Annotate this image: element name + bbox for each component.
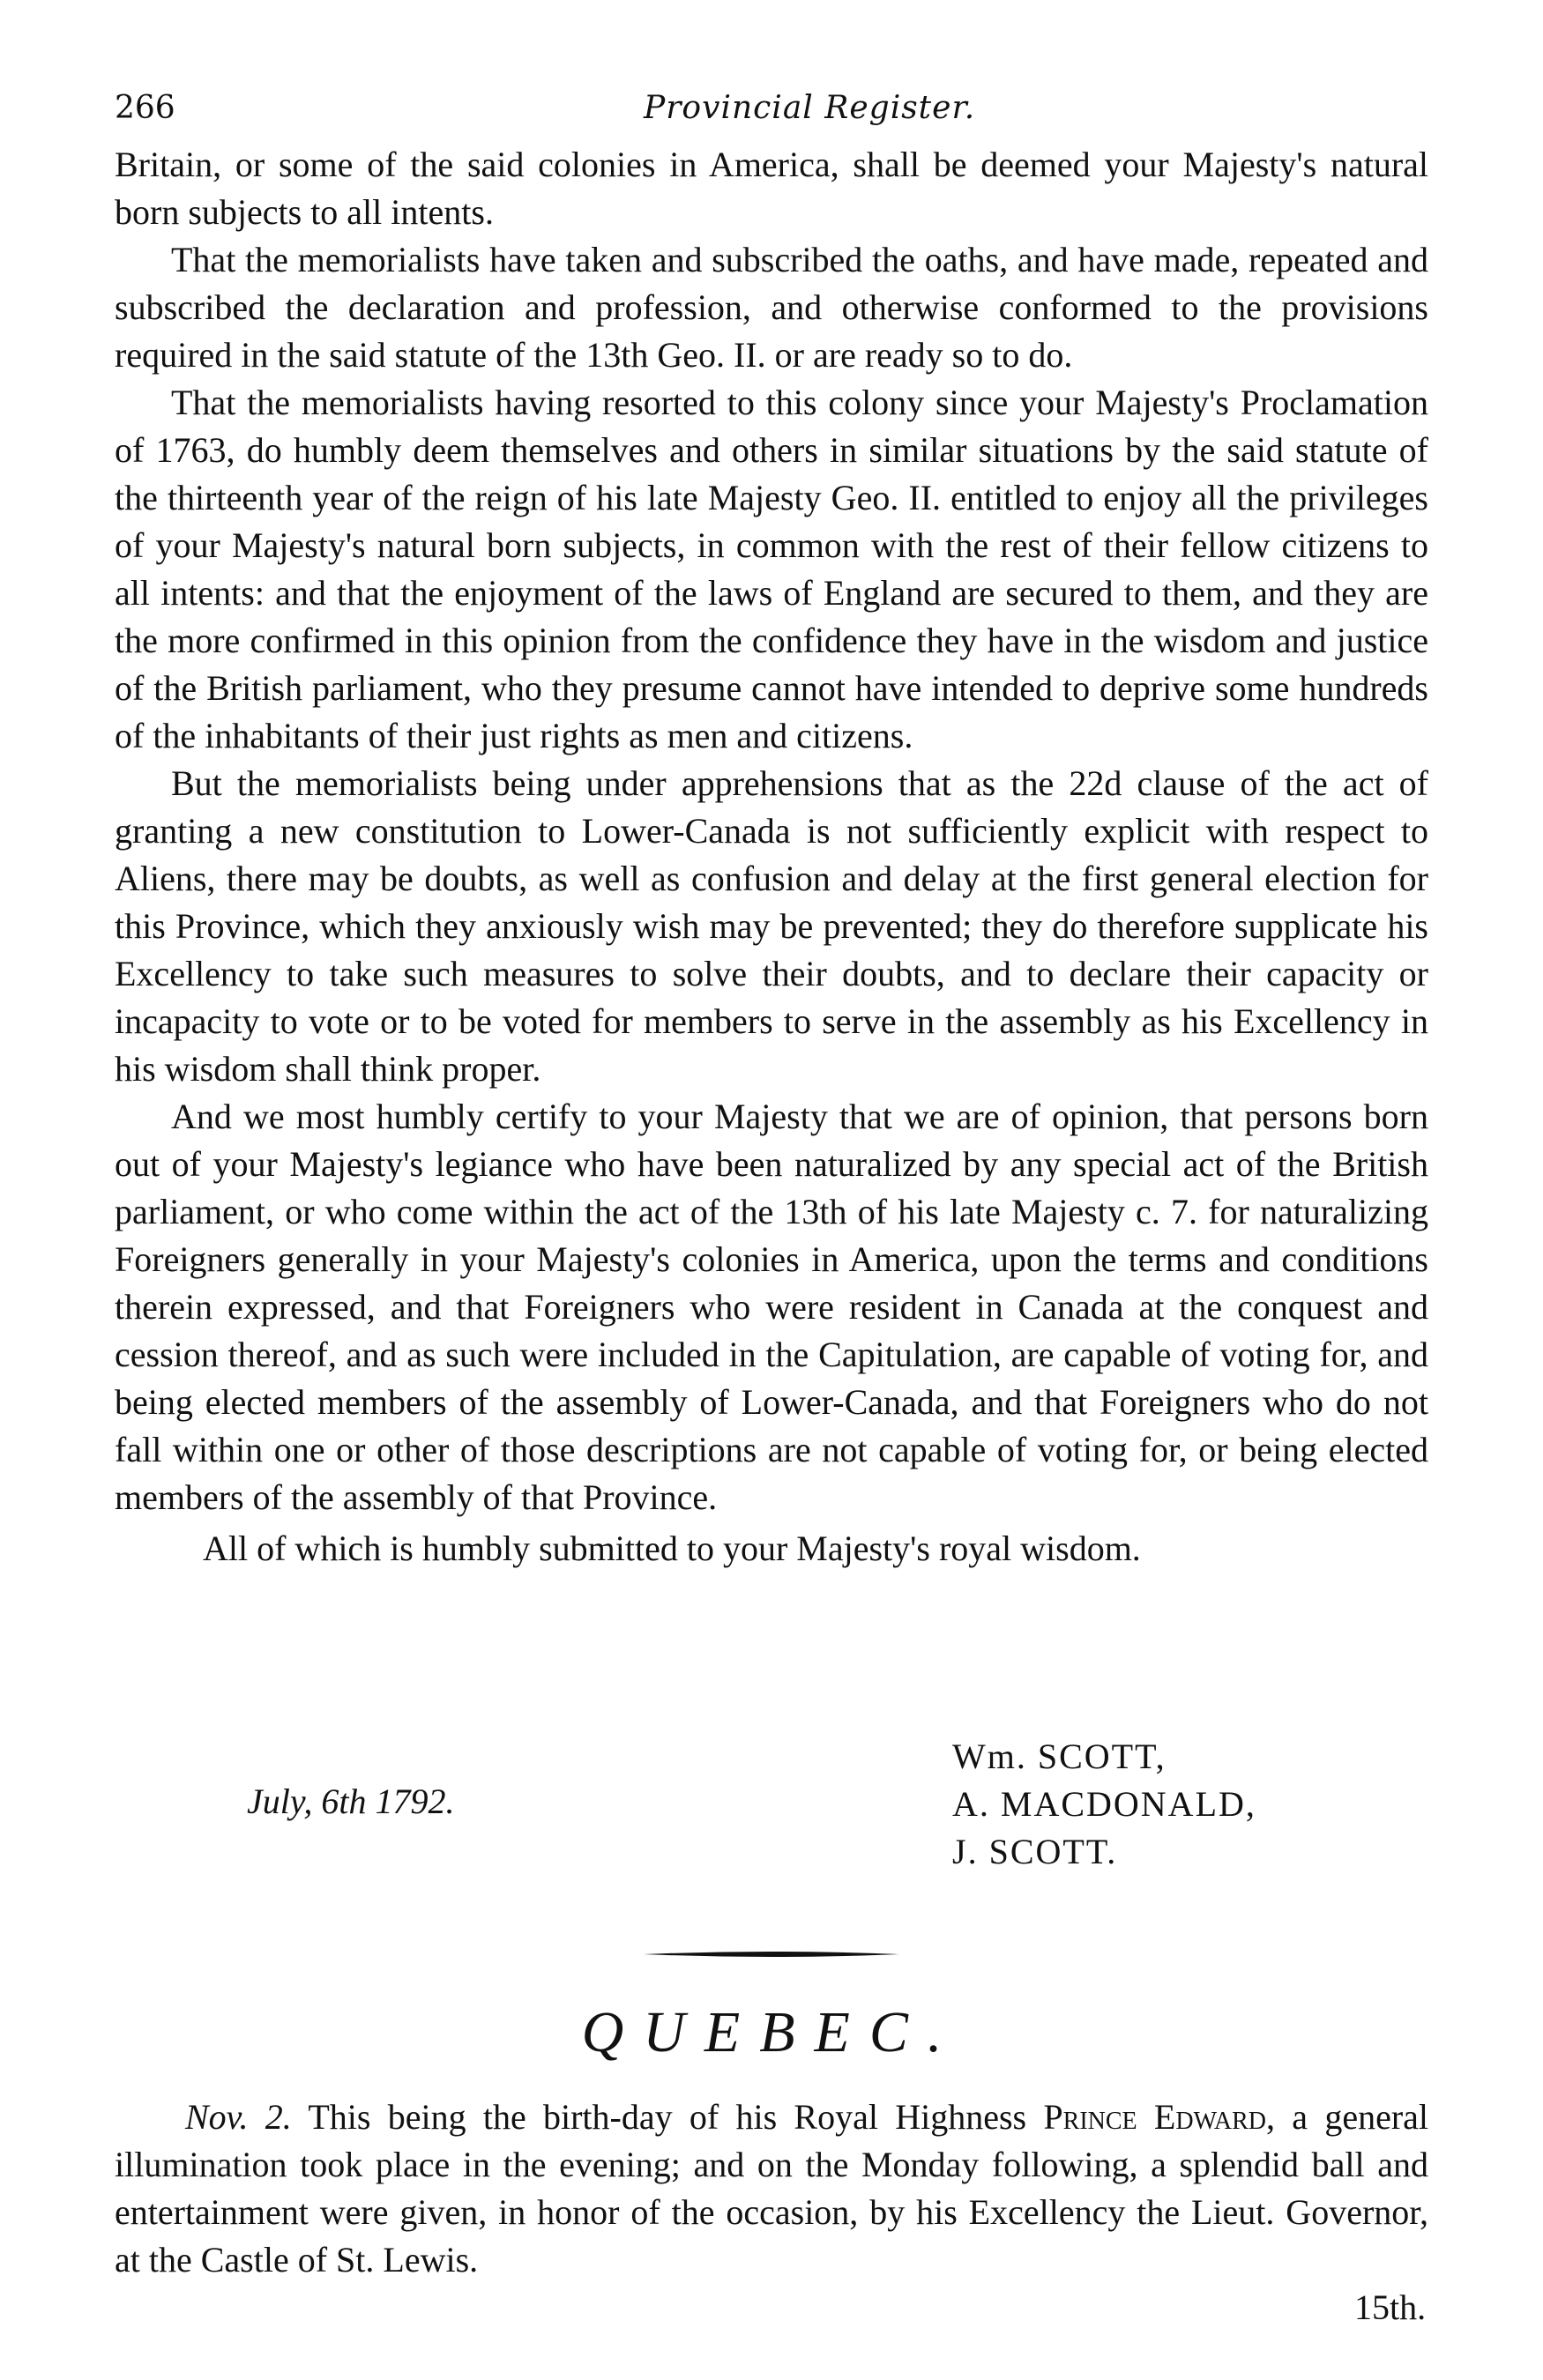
memorial-body xyxy=(115,141,1428,1573)
news-entry xyxy=(115,2094,1428,2284)
page-header xyxy=(115,90,1437,143)
paragraph: That the memorialists have taken and subscribed the oaths, and have made, repeated and subscribed the declaration and profession, and otherwise conformed to the provisions required in the said statute of the 13th Geo. II. or are ready so to do. xyxy=(115,240,1428,375)
section-heading: QUEBEC. xyxy=(581,2000,962,2064)
catchword: 15th. xyxy=(1354,2287,1427,2327)
signatory-name: J. SCOTT. xyxy=(952,1832,1118,1871)
entry-text: , a general illumination took place in the evening; and on the Monday following, a splendid ball and entertainment were given, in honor of the occasion, by his Excellency the Lieut. Governor, at the Castle of St. Lewis. xyxy=(115,2097,1429,2280)
page-number: 266 xyxy=(115,90,175,126)
paragraph: Britain, or some of the said colonies in America, shall be deemed your Majesty's natural born subjects to all intents. xyxy=(115,145,1428,232)
signature-block xyxy=(115,1733,1428,1909)
entry-date: Nov. 2. xyxy=(185,2097,292,2137)
entry-paragraph xyxy=(115,2094,1428,2284)
running-title: Provincial Register. xyxy=(644,90,976,126)
paragraph: And we most humbly certify to your Majesty that we are of opinion, that persons born out of your Majesty's legiance who have been naturalized by any special act of the British parliament, or who come within the act of the 13th of his late Majesty c. 7. for naturalizing Foreigners generally in your Majesty's colonies in America, upon the terms and conditions therein expressed, and that Foreigners who were resident in Canada at the conquest and cession thereof, and as such were included in the Capitulation, are capable of voting for, and being elected members of the assembly of Lower-Canada, and that Foreigners who do not fall within one or other of those descriptions are not capable of voting for, or being elected members of the assembly of that Province. xyxy=(115,1097,1428,1517)
signatories xyxy=(952,1733,1256,1876)
closing-paragraph: All of which is humbly submitted to your Majesty's royal wisdom. xyxy=(203,1528,1141,1568)
signatory-name: A. MACDONALD, xyxy=(952,1784,1256,1824)
entry-name: Prince Edward xyxy=(1043,2097,1267,2137)
paragraph: That the memorialists having resorted to this colony since your Majesty's Proclamation of 1763, do humbly deem themselves and others in similar situations by the said statute of the thirteenth year of the reign of his late Majesty Geo. II. entitled to enjoy all the privileges of your Majesty's natural born subjects, in common with the rest of their fellow citizens to all intents: and that the enjoyment of the laws of England are secured to them, and they are the more confirmed in this opinion from the confidence they have in the wisdom and justice of the British parliament, who they presume cannot have intended to deprive some hundreds of the inhabitants of their just rights as men and citizens. xyxy=(115,383,1428,755)
paragraph: But the memorialists being under apprehensions that as the 22d clause of the act of granting a new constitution to Lower-Canada is not sufficiently explicit with respect to Aliens, there may be doubts, as well as confusion and delay at the first general election for this Province, which they anxiously wish may be prevented; they do therefore supplicate his Excellency to take such measures to solve their doubts, and to declare their capacity or incapacity to vote or to be voted for members to serve in the assembly as his Excellency in his wisdom shall think proper. xyxy=(115,763,1428,1089)
signature-date: July, 6th 1792. xyxy=(247,1781,455,1821)
entry-text: This being the birth-day of his Royal Highness xyxy=(308,2097,1044,2137)
signatory-name: Wm. SCOTT, xyxy=(952,1737,1167,1776)
section-divider xyxy=(644,1950,899,1959)
